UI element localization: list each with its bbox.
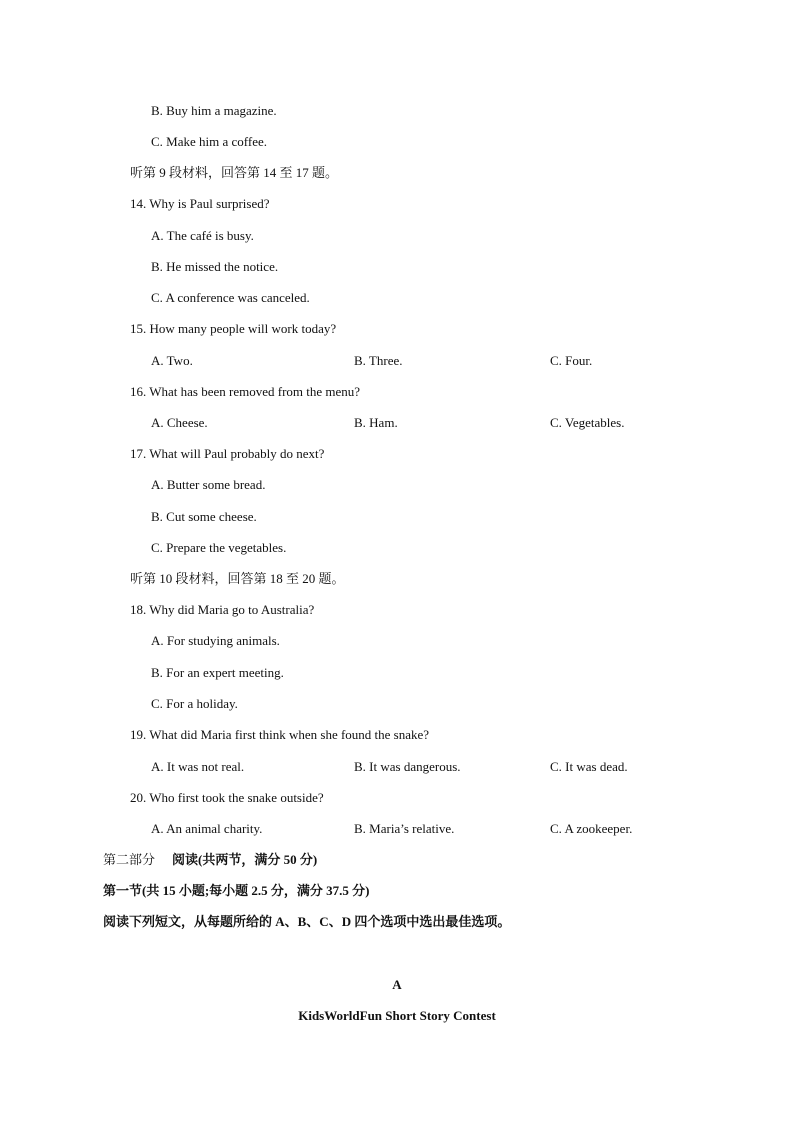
part-two-label: 第二部分 xyxy=(103,852,156,867)
q16-option-a: A. Cheese. xyxy=(151,415,208,430)
q14-option-b: B. He missed the notice. xyxy=(151,259,279,274)
q15-option-c: C. Four. xyxy=(550,353,593,368)
q17-option-c: C. Prepare the vegetables. xyxy=(151,540,287,555)
question-19: 19. What did Maria first think when she found the snake? xyxy=(130,727,430,742)
question-16: 16. What has been removed from the menu? xyxy=(130,384,361,399)
q16-option-c: C. Vegetables. xyxy=(550,415,625,430)
q18-option-a: A. For studying animals. xyxy=(151,633,280,648)
listening-instruction-10: 听第 10 段材料，回答第 18 至 20 题。 xyxy=(130,571,345,586)
q14-option-a: A. The café is busy. xyxy=(151,228,254,243)
passage-letter: A xyxy=(392,977,402,992)
q20-option-b: B. Maria’s relative. xyxy=(354,821,455,836)
question-18: 18. Why did Maria go to Australia? xyxy=(130,602,315,617)
question-14: 14. Why is Paul surprised? xyxy=(130,196,270,211)
q17-option-b: B. Cut some cheese. xyxy=(151,509,257,524)
q18-option-b: B. For an expert meeting. xyxy=(151,665,284,680)
q13-option-c: C. Make him a coffee. xyxy=(151,134,267,149)
q14-option-c: C. A conference was canceled. xyxy=(151,290,310,305)
passage-title: KidsWorldFun Short Story Contest xyxy=(298,1008,496,1023)
q17-option-a: A. Butter some bread. xyxy=(151,477,266,492)
q19-option-b: B. It was dangerous. xyxy=(354,759,461,774)
question-15: 15. How many people will work today? xyxy=(130,321,337,336)
q20-option-a: A. An animal charity. xyxy=(151,821,263,836)
part-two-title: 阅读(共两节，满分 50 分) xyxy=(172,852,318,867)
listening-instruction-9: 听第 9 段材料，回答第 14 至 17 题。 xyxy=(130,165,339,180)
reading-instruction: 阅读下列短文，从每题所给的 A、B、C、D 四个选项中选出最佳选项。 xyxy=(103,914,511,929)
q19-option-c: C. It was dead. xyxy=(550,759,628,774)
q15-option-a: A. Two. xyxy=(151,353,193,368)
question-20: 20. Who first took the snake outside? xyxy=(130,790,324,805)
q15-option-b: B. Three. xyxy=(354,353,403,368)
q18-option-c: C. For a holiday. xyxy=(151,696,238,711)
q19-option-a: A. It was not real. xyxy=(151,759,245,774)
section-one-heading: 第一节(共 15 小题;每小题 2.5 分，满分 37.5 分) xyxy=(103,883,370,898)
q13-option-b: B. Buy him a magazine. xyxy=(151,103,277,118)
q16-option-b: B. Ham. xyxy=(354,415,398,430)
q20-option-c: C. A zookeeper. xyxy=(550,821,633,836)
question-17: 17. What will Paul probably do next? xyxy=(130,446,325,461)
